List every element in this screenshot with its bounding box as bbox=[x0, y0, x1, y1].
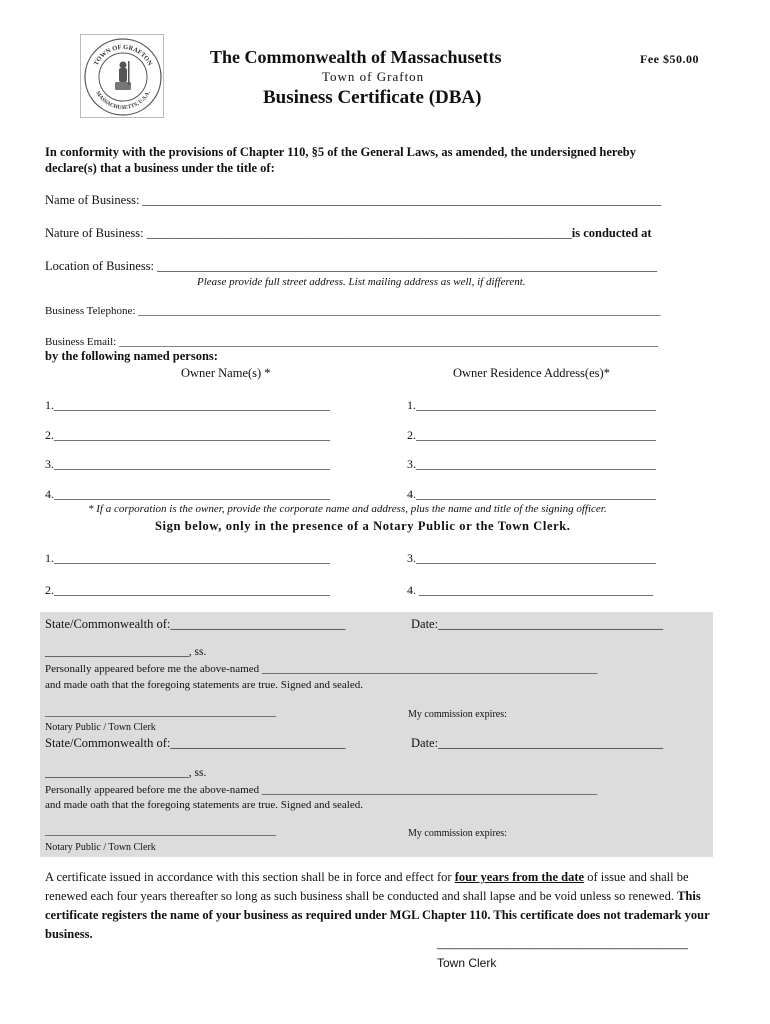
owner-address-4[interactable]: 4.________________________________________ bbox=[407, 487, 656, 501]
by-following-label: by the following named persons: bbox=[45, 349, 218, 363]
seal-icon bbox=[81, 35, 165, 119]
terms-emphasis: four years from the date bbox=[454, 870, 585, 884]
owner-address-3[interactable]: 3.________________________________________ bbox=[407, 457, 656, 471]
fee-label: Fee $50.00 bbox=[640, 52, 699, 66]
signature-1[interactable]: 1.______________________________________________ bbox=[45, 551, 330, 565]
date-field-2[interactable]: Date:____________________________________ bbox=[411, 736, 664, 750]
conducted-at-label: is conducted at bbox=[571, 226, 652, 240]
location-hint: Please provide full street address. List mailing address as well, if different. bbox=[197, 276, 526, 288]
signature-3[interactable]: 3.________________________________________ bbox=[407, 551, 656, 565]
owner-name-4[interactable]: 4.______________________________________________ bbox=[45, 487, 330, 501]
notary-clerk-label-1: Notary Public / Town Clerk bbox=[45, 722, 156, 733]
oath-text-2: and made oath that the foregoing statements are true. Signed and sealed. bbox=[45, 799, 363, 811]
terms-bold-notice: This certificate registers the name of your business as required under MGL Chapter 110. This certificate does not trademark your business. bbox=[45, 889, 710, 941]
terms-text-2: of issue and shall be renewed each four years thereafter so long as such business shall be conducted and shall lapse and be void unless so renewed. bbox=[45, 870, 689, 903]
svg-text:MASSACHUSETTS, U.S.A.: MASSACHUSETTS, U.S.A. bbox=[94, 90, 152, 112]
commission-expires-1: My commission expires: bbox=[408, 709, 507, 720]
svg-text:TOWN OF GRAFTON: TOWN OF GRAFTON bbox=[92, 43, 154, 67]
owner-name-1[interactable]: 1.______________________________________________ bbox=[45, 398, 330, 412]
corporation-note: * If a corporation is the owner, provide the corporate name and address, plus the name and title of the signing officer. bbox=[88, 503, 607, 515]
intro-text-1: In conformity with the provisions of Chapter 110, §5 of the General Laws, as amended, the undersigned hereby bbox=[45, 145, 636, 159]
certificate-terms bbox=[45, 868, 725, 944]
owner-name-header: Owner Name(s) * bbox=[181, 366, 271, 380]
terms-text-1: A certificate issued in accordance with this section shall be in force and effect for bbox=[45, 870, 455, 884]
owner-name-3[interactable]: 3.______________________________________________ bbox=[45, 457, 330, 471]
sign-below-instruction: Sign below, only in the presence of a Notary Public or the Town Clerk. bbox=[155, 519, 571, 533]
town-clerk-signature[interactable]: _________________________________________ bbox=[437, 938, 688, 950]
nature-label: Nature of Business: ____________________________________________________________________ bbox=[45, 226, 572, 240]
ss-field-2[interactable]: _________________________, ss. bbox=[45, 767, 207, 779]
state-field-2[interactable]: State/Commonwealth of:____________________________ bbox=[45, 736, 346, 750]
notary-clerk-label-2: Notary Public / Town Clerk bbox=[45, 842, 156, 853]
appeared-field-2[interactable]: Personally appeared before me the above-named _____________________________________________________________ bbox=[45, 784, 598, 796]
business-name-field[interactable]: Name of Business: ___________________________________________________________________________________ bbox=[45, 193, 662, 207]
page-title: Business Certificate (DBA) bbox=[263, 87, 482, 108]
date-field-1[interactable]: Date:____________________________________ bbox=[411, 617, 664, 631]
notary-signature-1[interactable]: __________________________________________ bbox=[45, 706, 276, 718]
intro-text-2: declare(s) that a business under the title of: bbox=[45, 161, 275, 175]
business-telephone-field[interactable]: Business Telephone: _______________________________________________________________________________________________ bbox=[45, 305, 661, 317]
town-name: Town of Grafton bbox=[322, 69, 425, 84]
appeared-field-1[interactable]: Personally appeared before me the above-named _____________________________________________________________ bbox=[45, 663, 598, 675]
town-clerk-label: Town Clerk bbox=[437, 956, 497, 970]
notary-signature-2[interactable]: __________________________________________ bbox=[45, 825, 276, 837]
business-location-field[interactable]: Location of Business: ________________________________________________________________________________ bbox=[45, 259, 658, 273]
ss-field-1[interactable]: _________________________, ss. bbox=[45, 646, 207, 658]
oath-text-1: and made oath that the foregoing statements are true. Signed and sealed. bbox=[45, 679, 363, 691]
owner-address-header: Owner Residence Address(es)* bbox=[453, 366, 610, 380]
business-nature-field[interactable] bbox=[45, 226, 652, 241]
commonwealth-heading: The Commonwealth of Massachusetts bbox=[210, 47, 502, 67]
business-email-field[interactable]: Business Email: __________________________________________________________________________________________________ bbox=[45, 336, 658, 348]
town-seal bbox=[80, 34, 164, 118]
state-field-1[interactable]: State/Commonwealth of:____________________________ bbox=[45, 617, 346, 631]
owner-name-2[interactable]: 2.______________________________________________ bbox=[45, 428, 330, 442]
owner-address-1[interactable]: 1.________________________________________ bbox=[407, 398, 656, 412]
commission-expires-2: My commission expires: bbox=[408, 828, 507, 839]
signature-4[interactable]: 4. _______________________________________ bbox=[407, 583, 653, 597]
owner-address-2[interactable]: 2.________________________________________ bbox=[407, 428, 656, 442]
signature-2[interactable]: 2.______________________________________________ bbox=[45, 583, 330, 597]
